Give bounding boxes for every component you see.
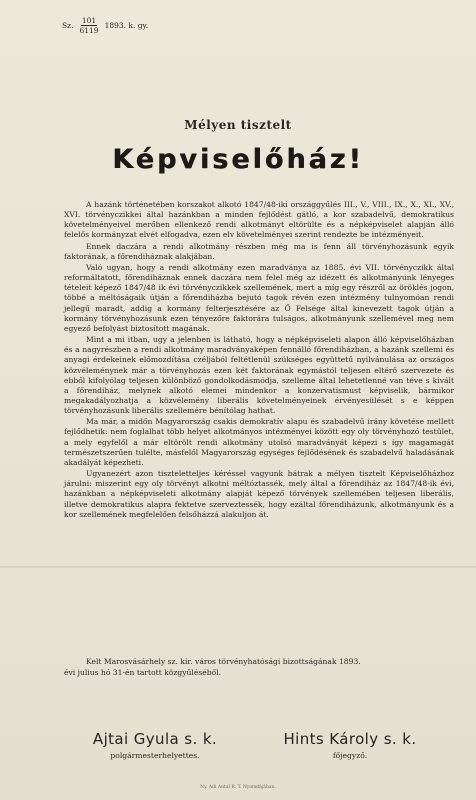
document-title: Képviselőház!: [112, 144, 364, 175]
paragraph: Való ugyan, hogy a rendi alkotmány ezen maradványa az 1885. évi VII. törvényczikk által reformáltatott, főrendiháznak ennek daczára nem felel még az idézett és alkotmányunk lényeges tételeit képező 1847/48 ik évi törvényczikkek szellemének, mert a míg egy részről az öröklés jogon, többé a méltóságaik útján a főrendiházba bejutó tagok révén ezen intézmény tulnyomóan rendi jellegű maradt, addig a kormány felterjesztésére az Ő Felsége által kinevezett tagok útján a kormány törvényhozásunk ezen tényezőre faktorára tulságos, alkotmányunk szellemével meg nem egyező befolyást biztosított magának.: [64, 262, 454, 333]
paragraph: Ennek daczára a rendi alkotmány részben még ma is fenn áll törvényhozásunk egyik faktorának, a főrendiháznak alakjában.: [64, 241, 454, 261]
paragraph: Mint a mi itban, ugy a jelenben is látható, hogy a népképviseleti alapon álló képviselőházban és a nagyrészben a rendi alkotmány maradványaképen fennálló főrendiházban, a hazánk szellemi és anyagi érdekeinek előmozdítása czéljából feltétlenül szükséges együttetű nyilvánulása az országos közvéleménynek már a törvényhozás ezen két faktorának egymástól teljesen eltérő szervezete és ebből kifolyólag teljesen különböző gondolkodásmódja, szelleme által lehetetlenné van téve s kivált a főrendiház, melynek alkotó elemei mindenkor a konzervatismust képviselik, bármikor megakadályozhatja a közvélemény liberális követelményeinek érvényesülését s e képpen törvényhozásunk liberális szellemére bénítólag hathat.: [64, 335, 454, 416]
signature-left: [80, 730, 230, 760]
salutation: Mélyen tisztelt: [184, 118, 292, 132]
signature-left-name: Ajtai Gyula s. k.: [92, 730, 218, 748]
reference-number-top: 101: [81, 16, 97, 25]
date-line-1: Kelt Marosvásárhely sz. kir. város törvényhatósági bizottságának 1893.: [86, 657, 361, 666]
signature-right-name: Hints Károly s. k.: [283, 730, 417, 748]
paragraph: A hazánk történetében korszakot alkotó 1847/48-iki országgyűlés III., V., VIII., IX., X., XI., XV., XVI. törvényczikkei által hazánkban a minden fejlődést gátló, a kor szabadelvű, demokratikus követelményeivel merőben ellenkező rendi alkotmányt eltörülte és a népképviselet alapján álló felelős kormányzat elvét elfogadva, ezen elv követelményei szerint rendezte be intézményeit.: [64, 200, 454, 240]
signature-right: [270, 730, 430, 760]
paper-fold: [0, 566, 476, 568]
printer-line: Ny. Adi Antal R. T. Nyomdájában.: [200, 785, 276, 790]
reference-fraction: [79, 16, 98, 35]
date-line-2: évi julius hó 31-én tartott közgyűléséből.: [64, 667, 221, 677]
signature-left-role: polgármesterhelyettes.: [110, 751, 200, 760]
reference-number-bottom: 6119: [79, 26, 99, 35]
reference-year: 1893. k. gy.: [104, 21, 149, 30]
reference-prefix: Sz.: [62, 21, 74, 30]
paragraph: Ma már, a midőn Magyarország csakis demokratív alapu és szabadelvű irány követése mellett fejlődhetik: nem foglalhat több helyet alkotmányos intézményei között egy oly törvényhozó testület, a mely egyfelől a már eltörölt rendi alkotmány utolsó maradványát képezi s így magamagát természetszerűen tulélte, másfelől Magyarország egységes fejlődésének és szabadelvű haladásának akadályát képezheti.: [64, 417, 454, 467]
petition-body: [64, 200, 454, 521]
signature-right-role: főjegyző.: [332, 751, 368, 760]
date-line: [64, 657, 454, 678]
paragraph: Ugyanezért azon tiszteletteljes kéréssel vagyunk bátrak a mélyen tisztelt Képviselőházhoz járulni: miszerint egy oly törvényt alkotni méltóztassék, mely által a főrendiház az 1847/48-ik évi, hazánkban a népképviseleti alkotmány alapját képező törvények szellemében teljesen liberális, illetve demokratikus alapra fektetve szerveztessék, hogy ezáltal főrendiházunk, alkotmányunk és a kor szellemének megfelelően felsőházzá alakuljon át.: [64, 469, 454, 519]
reference-number: [62, 16, 148, 35]
